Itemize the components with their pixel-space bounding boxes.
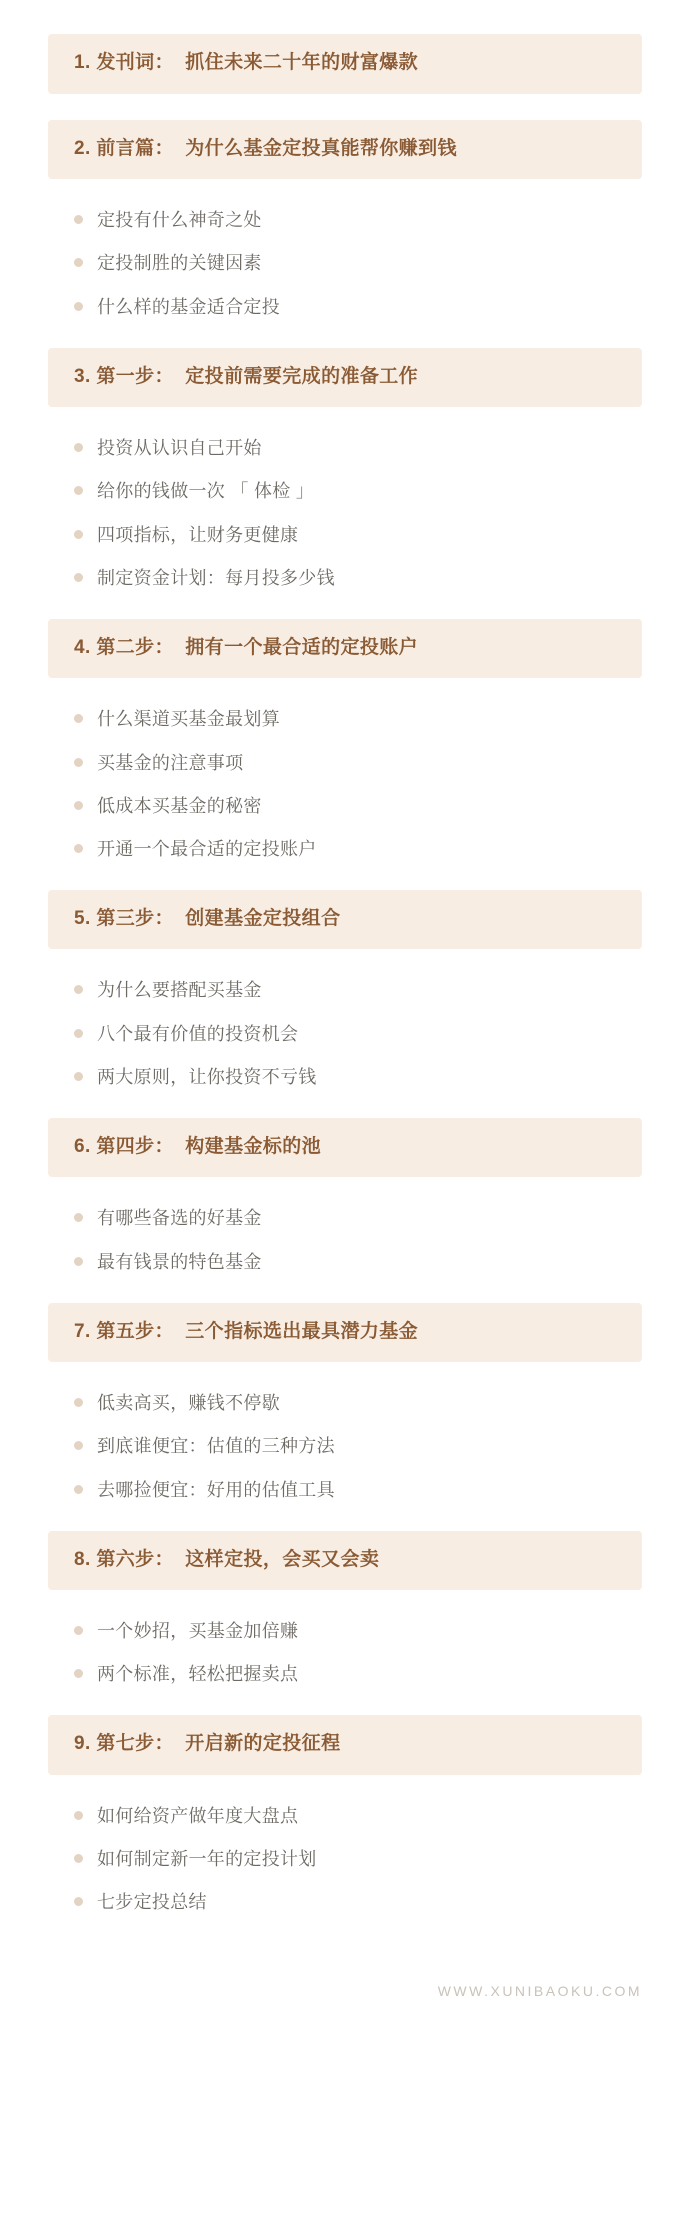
list-item-label: 投资从认识自己开始 (97, 438, 262, 459)
list-item[interactable] (74, 1618, 642, 1644)
list-item[interactable] (74, 1390, 642, 1416)
list-item[interactable] (74, 836, 642, 862)
list-item[interactable] (74, 294, 642, 320)
list-item-label: 开通一个最合适的定投账户 (97, 838, 317, 859)
list-item[interactable] (74, 793, 642, 819)
section-header-label: 8. 第六步： 这样定投，会买又会卖 (74, 1548, 380, 1570)
list-item[interactable] (74, 706, 642, 732)
section-header-7[interactable] (48, 1303, 642, 1363)
bullet-icon (74, 801, 83, 810)
list-item[interactable] (74, 1889, 642, 1915)
bullet-icon (74, 1257, 83, 1266)
bullet-icon (74, 758, 83, 767)
list-item-label: 最有钱景的特色基金 (97, 1251, 262, 1272)
list-item[interactable] (74, 1433, 642, 1459)
list-item[interactable] (74, 250, 642, 276)
section-header-2[interactable] (48, 120, 642, 180)
section-header-label: 6. 第四步： 构建基金标的池 (74, 1135, 322, 1157)
list-item[interactable] (74, 977, 642, 1003)
section-header-1[interactable] (48, 34, 642, 94)
section-header-4[interactable] (48, 619, 642, 679)
list-item-label: 两个标准，轻松把握卖点 (97, 1664, 299, 1685)
list-item-label: 给你的钱做一次 「 体检 」 (97, 481, 315, 502)
list-item[interactable] (74, 207, 642, 233)
list-item-label: 有哪些备选的好基金 (97, 1208, 262, 1229)
list-item-label: 到底谁便宜：估值的三种方法 (97, 1436, 335, 1457)
bullet-icon (74, 844, 83, 853)
section-header-label: 4. 第二步： 拥有一个最合适的定投账户 (74, 636, 419, 658)
bullet-icon (74, 1669, 83, 1678)
section-header-8[interactable] (48, 1531, 642, 1591)
section-header-label: 2. 前言篇： 为什么基金定投真能帮你赚到钱 (74, 137, 457, 159)
bullet-icon (74, 985, 83, 994)
list-item-label: 制定资金计划：每月投多少钱 (97, 567, 335, 588)
bullet-icon (74, 1811, 83, 1820)
section-items-2 (48, 183, 642, 347)
section-gap (48, 98, 642, 120)
list-item-label: 七步定投总结 (97, 1892, 207, 1913)
list-item-label: 四项指标，让财务更健康 (97, 524, 299, 545)
list-item[interactable] (74, 1205, 642, 1231)
bullet-icon (74, 1897, 83, 1906)
list-item-label: 低成本买基金的秘密 (97, 795, 262, 816)
bullet-icon (74, 1398, 83, 1407)
list-item-label: 什么渠道买基金最划算 (97, 709, 280, 730)
list-item-label: 什么样的基金适合定投 (97, 296, 280, 317)
bullet-icon (74, 1485, 83, 1494)
bullet-icon (74, 530, 83, 539)
list-item-label: 定投有什么神奇之处 (97, 210, 262, 231)
section-items-9 (48, 1779, 642, 1943)
section-items-8 (48, 1594, 642, 1715)
section-header-6[interactable] (48, 1118, 642, 1178)
list-item-label: 去哪捡便宜：好用的估值工具 (97, 1479, 335, 1500)
section-header-5[interactable] (48, 890, 642, 950)
list-item-label: 买基金的注意事项 (97, 752, 244, 773)
section-items-4 (48, 682, 642, 889)
bullet-icon (74, 302, 83, 311)
section-header-9[interactable] (48, 1715, 642, 1775)
list-item[interactable] (74, 522, 642, 548)
list-item[interactable] (74, 435, 642, 461)
section-2 (48, 120, 642, 348)
list-item[interactable] (74, 1021, 642, 1047)
section-header-3[interactable] (48, 348, 642, 408)
bullet-icon (74, 714, 83, 723)
bullet-icon (74, 486, 83, 495)
bullet-icon (74, 1854, 83, 1863)
bullet-icon (74, 443, 83, 452)
list-item-label: 如何制定新一年的定投计划 (97, 1849, 317, 1870)
section-items-5 (48, 953, 642, 1117)
list-item-label: 低卖高买，赚钱不停歇 (97, 1393, 280, 1414)
bullet-icon (74, 573, 83, 582)
section-header-label: 5. 第三步： 创建基金定投组合 (74, 907, 341, 929)
bullet-icon (74, 258, 83, 267)
bullet-icon (74, 215, 83, 224)
bullet-icon (74, 1626, 83, 1635)
section-header-label: 1. 发刊词： 抓住未来二十年的财富爆款 (74, 52, 419, 73)
list-item[interactable] (74, 1477, 642, 1503)
list-item[interactable] (74, 1064, 642, 1090)
section-8 (48, 1531, 642, 1716)
section-6 (48, 1118, 642, 1303)
bullet-icon (74, 1441, 83, 1450)
section-7 (48, 1303, 642, 1531)
list-item[interactable] (74, 750, 642, 776)
bullet-icon (74, 1072, 83, 1081)
list-item[interactable] (74, 1661, 642, 1687)
list-item-label: 两大原则，让你投资不亏钱 (97, 1066, 317, 1087)
footer (48, 1943, 642, 2023)
list-item[interactable] (74, 478, 642, 504)
section-1 (48, 34, 642, 94)
list-item-label: 为什么要搭配买基金 (97, 980, 262, 1001)
section-header-label: 7. 第五步： 三个指标选出最具潜力基金 (74, 1320, 419, 1342)
watermark-label: WWW.XUNIBAOKU.COM (437, 1983, 642, 2000)
bullet-icon (74, 1029, 83, 1038)
list-item-label: 八个最有价值的投资机会 (97, 1023, 299, 1044)
section-header-label: 3. 第一步： 定投前需要完成的准备工作 (74, 365, 419, 387)
list-item-label: 定投制胜的关键因素 (97, 253, 262, 274)
section-4 (48, 619, 642, 890)
section-9 (48, 1715, 642, 1943)
section-header-label: 9. 第七步： 开启新的定投征程 (74, 1733, 341, 1755)
list-item[interactable] (74, 1249, 642, 1275)
list-item[interactable] (74, 565, 642, 591)
bullet-icon (74, 1213, 83, 1222)
list-item[interactable] (74, 1803, 642, 1829)
section-5 (48, 890, 642, 1118)
section-items-7 (48, 1366, 642, 1530)
list-item[interactable] (74, 1846, 642, 1872)
section-items-6 (48, 1181, 642, 1302)
section-items-3 (48, 411, 642, 618)
list-item-label: 一个妙招，买基金加倍赚 (97, 1621, 299, 1642)
list-item-label: 如何给资产做年度大盘点 (97, 1806, 299, 1827)
section-3 (48, 348, 642, 619)
